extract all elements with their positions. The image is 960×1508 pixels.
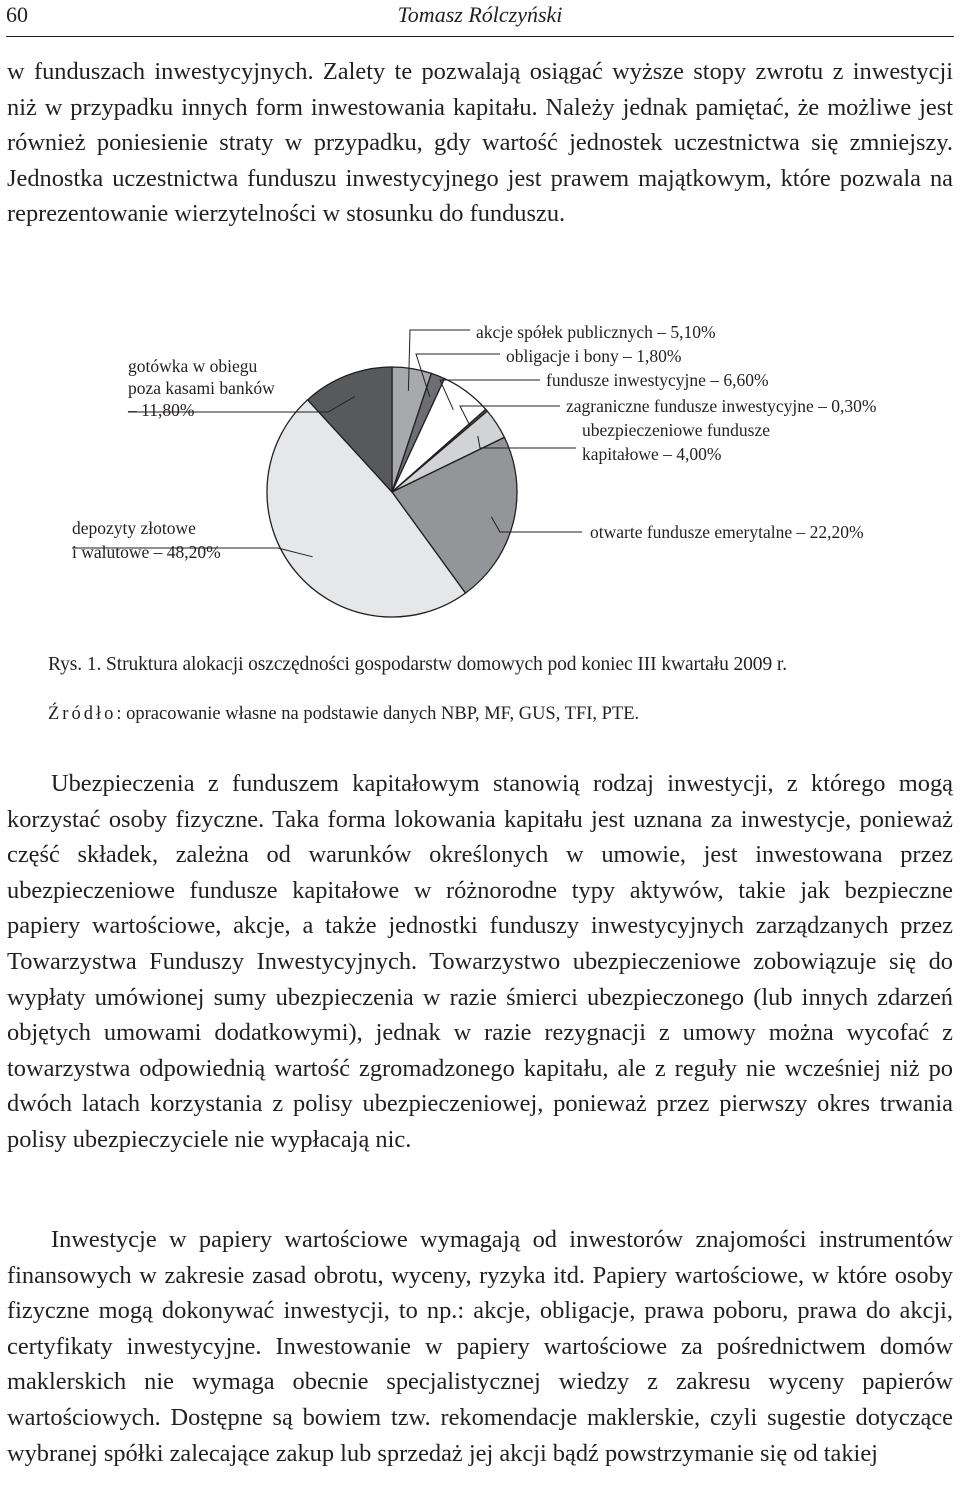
slice-label-8: gotówka w obiegu poza kasami banków – 11,80% (128, 356, 275, 420)
slice-label-7: depozyty złotowe i walutowe – 48,20% (72, 518, 221, 562)
figure-caption: Rys. 1. Struktura alokacji oszczędności gospodarstw domowych pod koniec III kwartału 2009 r. (48, 654, 787, 675)
figure-source (48, 704, 639, 725)
paragraph-3: Inwestycje w papiery wartościowe wymagają od inwestorów znajomości instrumentów finansowych w zakresie zasad obrotu, wyceny, ryzyka itd. Papiery wartościowe, w które osoby fizyczne mogą dokonywać inwestycji, to np.: akcje, obligacje, prawa poboru, prawa do akcji, certyfikaty inwestycyjne. Inwestowanie w papiery wartościowe za pośrednictwem domów maklerskich nie wymaga obecnie specjalistycznej wiedzy z zakresu wyceny papierów wartościowych. Dostępne są bowiem tzw. rekomendacje maklerskie, czyli sugestie dotyczące wybranej spółki zalecające zakup lub sprzedaż jej akcji bądź powstrzymanie się od takiej (7, 1226, 953, 1467)
slice-label-4: zagraniczne fundusze inwestycyjne – 0,30% (566, 396, 877, 416)
source-text: : opracowanie własne na podstawie danych NBP, MF, GUS, TFI, PTE. (116, 704, 640, 724)
pie-chart-figure (0, 300, 960, 640)
source-label: Źródło (48, 704, 117, 724)
slice-label-2: obligacje i bony – 1,80% (506, 346, 682, 366)
paragraph-1: w funduszach inwestycyjnych. Zalety te pozwalają osiągać wyższe stopy zwrotu z inwestycji niż w przypadku innych form inwestowania kapitału. Należy jednak pamiętać, że możliwe jest również poniesienie straty w przypadku, gdy wartość jednostek uczestnictwa się zmniejszy. Jednostka uczestnictwa funduszu inwestycyjnego jest prawem majątkowym, które pozwala na reprezentowanie wierzytelności w stosunku do funduszu. (7, 58, 953, 228)
page-number: 60 (6, 2, 28, 27)
paragraph-2: Ubezpieczenia z funduszem kapitałowym stanowią rodzaj inwestycji, z którego mogą korzystać osoby fizyczne. Taka forma lokowania kapitału jest uznana za inwestycje, ponieważ część składek, zależna od warunków określonych w umowie, jest inwestowana przez ubezpieczeniowe fundusze kapitałowe w różnorodne typy aktywów, takie jak bezpieczne papiery wartościowe, akcje, a także jednostki funduszy inwestycyjnych zarządzanych przez Towarzystwa Funduszy Inwestycyjnych. Towarzystwo ubezpieczeniowe zobowiązuje się do wypłaty umówionej sumy ubezpieczenia w razie śmierci ubezpieczonego (lub innych zdarzeń objętych umowami dodatkowymi), jednak w razie rezygnacji z umowy można wycofać z towarzystwa odpowiednią wartość zgromadzonego kapitału, ale z reguły nie wcześniej niż po dwóch latach korzystania z polisy ubezpieczeniowej, ponieważ przez pierwszy okres trwania polisy ubezpieczyciele nie wypłacają nic. (7, 770, 953, 1153)
page-header (6, 0, 954, 37)
running-head-author: Tomasz Rólczyński (397, 2, 563, 27)
slice-label-5: ubezpieczeniowe fundusze kapitałowe – 4,00% (582, 420, 771, 464)
slice-label-3: fundusze inwestycyjne – 6,60% (546, 370, 769, 390)
pie-chart (0, 300, 960, 640)
slice-label-1: akcje spółek publicznych – 5,10% (476, 322, 716, 342)
slice-label-6: otwarte fundusze emerytalne – 22,20% (590, 522, 864, 542)
